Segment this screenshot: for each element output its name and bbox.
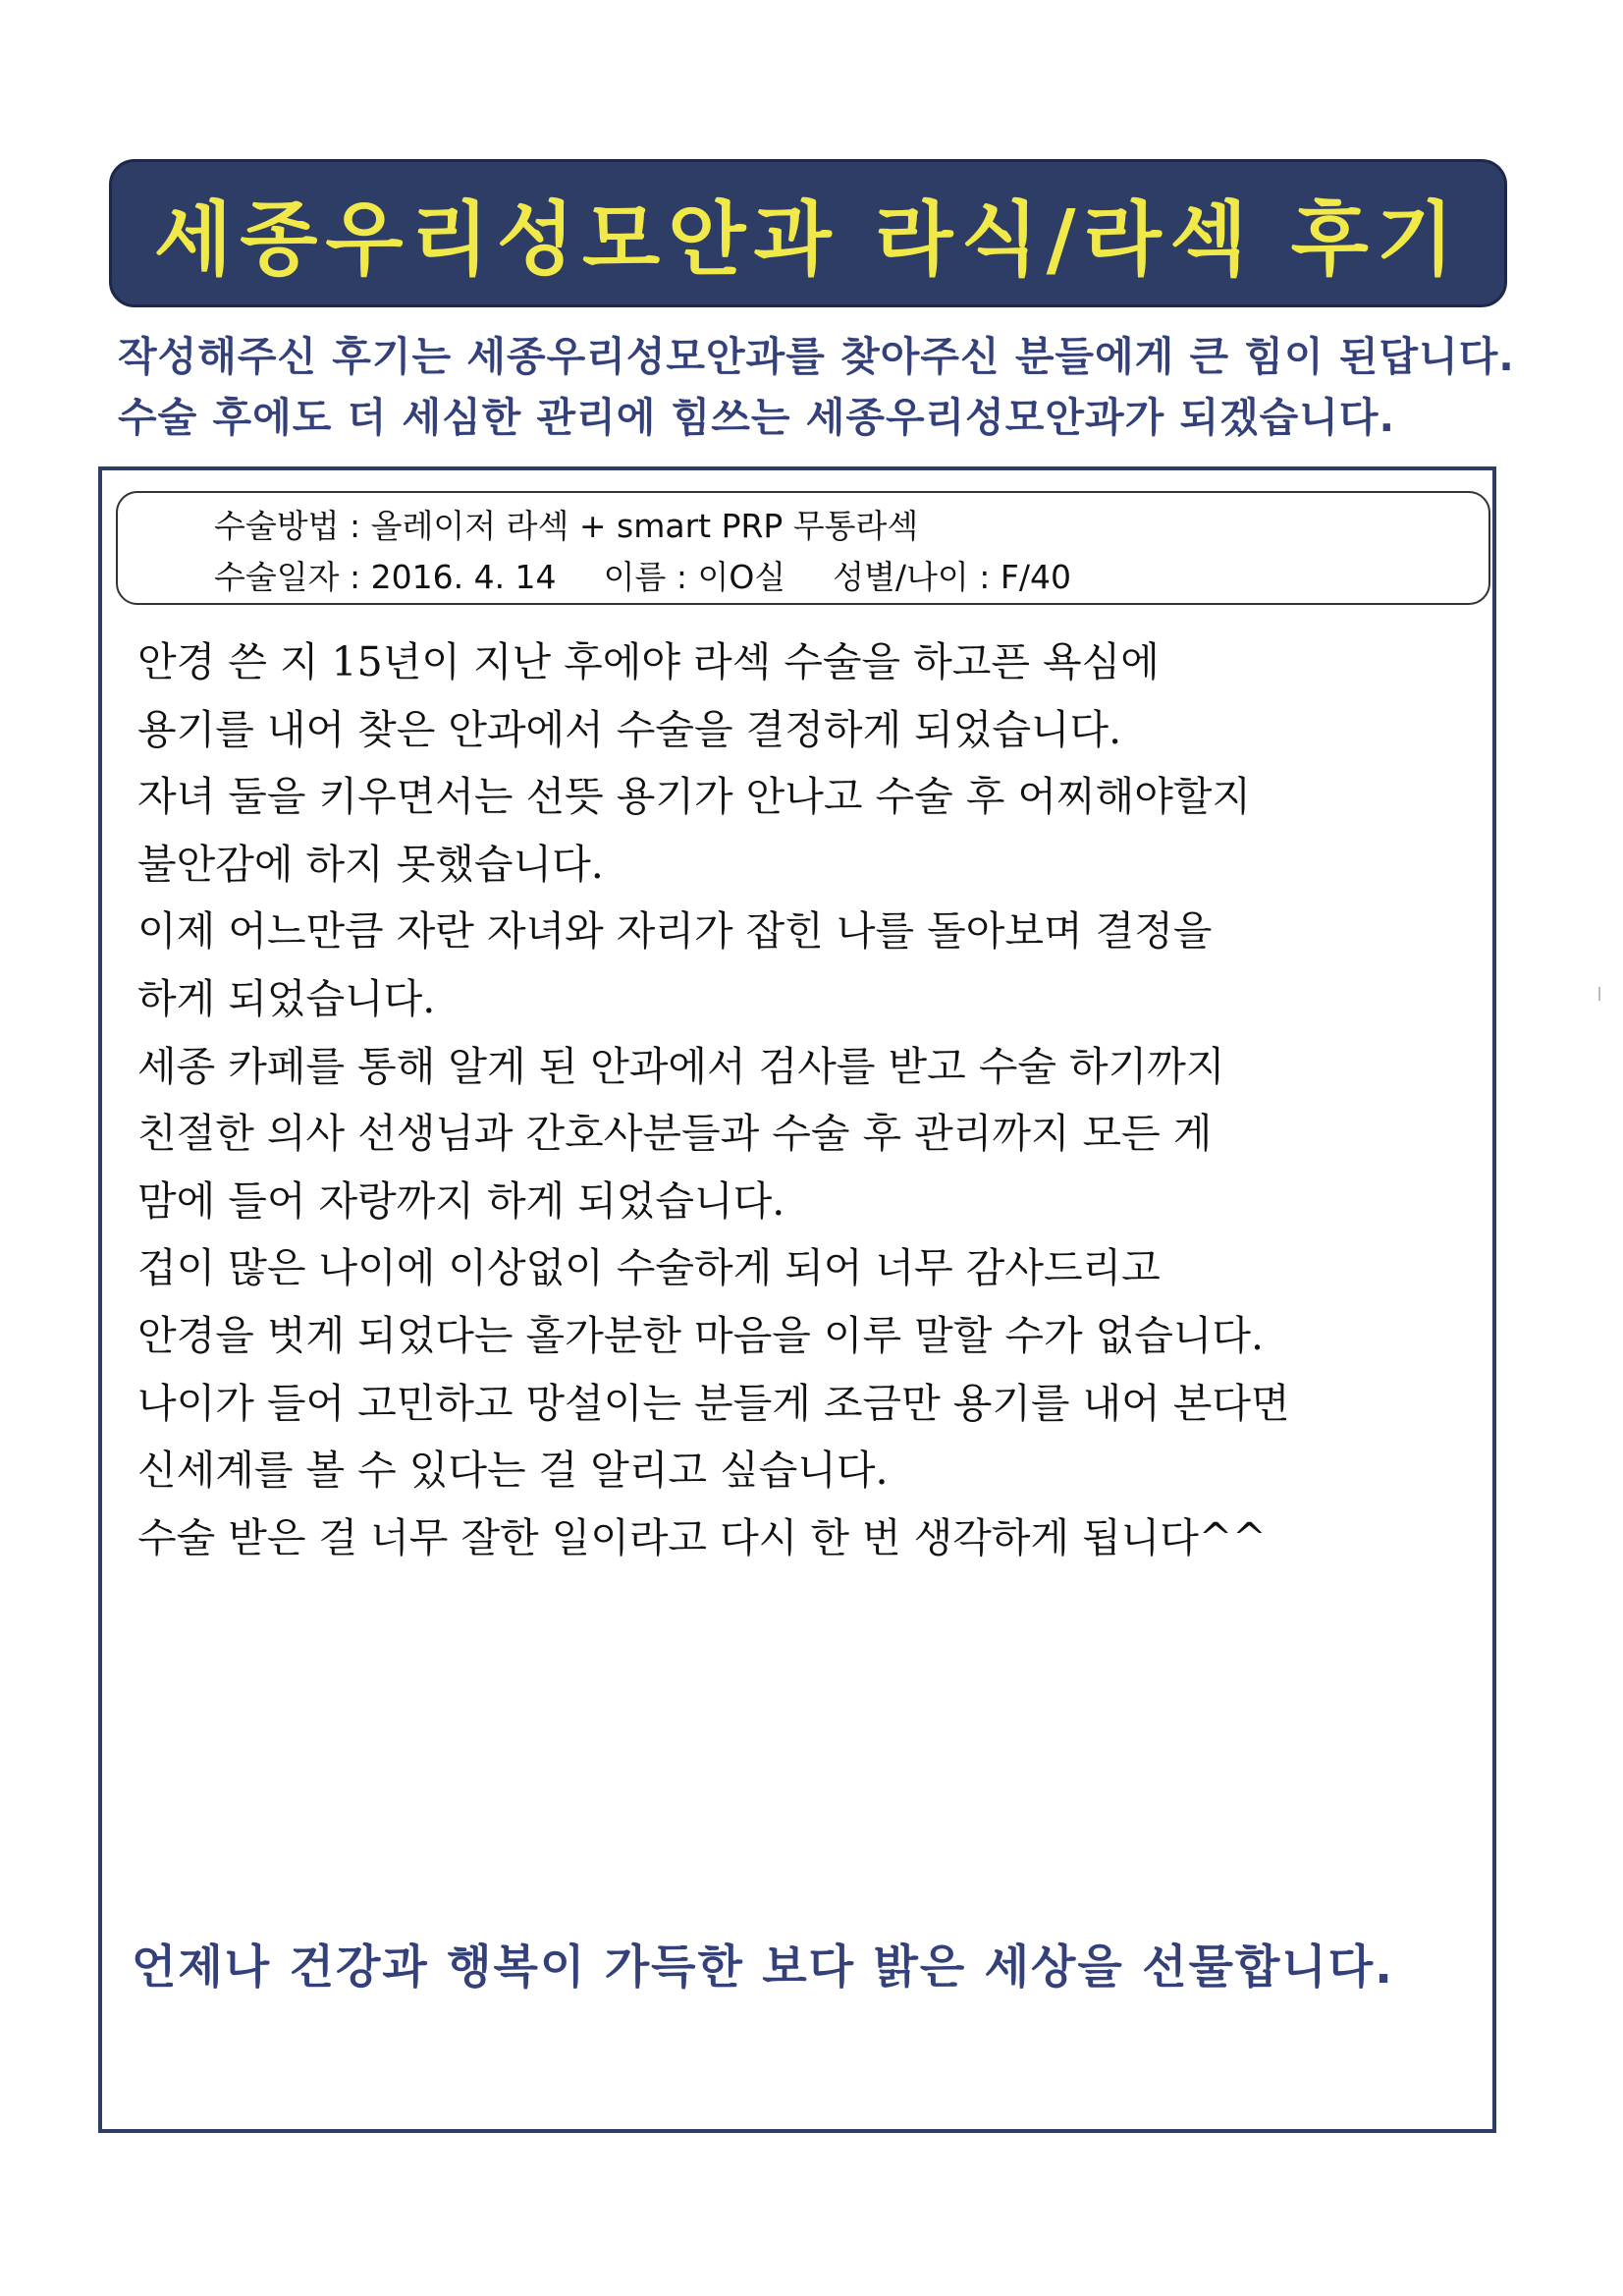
separator: : xyxy=(968,558,1001,596)
intro-line-2: 수술 후에도 더 세심한 관리에 힘쓰는 세종우리성모안과가 되겠습니다. xyxy=(118,394,1396,441)
name-label: 이름 xyxy=(603,558,667,596)
review-line: 수술 받은 걸 너무 잘한 일이라고 다시 한 번 생각하게 됩니다^^ xyxy=(137,1513,1267,1561)
separator: : xyxy=(339,558,371,596)
review-line: 안경을 벗게 되었다는 홀가분한 마음을 이루 말할 수가 없습니다. xyxy=(137,1311,1265,1359)
review-line: 용기를 내어 찾은 안과에서 수술을 결정하게 되었습니다. xyxy=(137,705,1122,753)
review-line: 하게 되었습니다. xyxy=(137,974,436,1022)
separator: : xyxy=(339,507,371,545)
review-line: 나이가 들어 고민하고 망설이는 분들게 조금만 용기를 내어 본다면 xyxy=(137,1379,1290,1427)
review-line: 세종 카페를 통해 알게 된 안과에서 검사를 받고 수술 하기까지 xyxy=(137,1042,1225,1090)
surgery-method-value: 올레이저 라섹 + smart PRP 무통라섹 xyxy=(370,507,919,545)
review-line: 맘에 들어 자랑까지 하게 되었습니다. xyxy=(137,1176,785,1225)
title-banner xyxy=(109,159,1507,307)
footer-slogan: 언제나 건강과 행복이 가득한 보다 밝은 세상을 선물합니다. xyxy=(132,1941,1395,1995)
review-line: 안경 쓴 지 15년이 지난 후에야 라섹 수술을 하고픈 욕심에 xyxy=(137,638,1160,685)
review-line: 친절한 의사 선생님과 간호사분들과 수술 후 관리까지 모든 게 xyxy=(137,1110,1213,1158)
review-line: 불안감에 하지 못했습니다. xyxy=(137,840,604,888)
review-line: 이제 어느만큼 자란 자녀와 자리가 잡힌 나를 돌아보며 결정을 xyxy=(137,907,1213,956)
surgery-date-label: 수술일자 xyxy=(214,558,340,596)
separator: : xyxy=(666,558,698,596)
review-line: 자녀 둘을 키우면서는 선뜻 용기가 안나고 수술 후 어찌해야할지 xyxy=(137,773,1252,821)
review-line: 신세계를 볼 수 있다는 걸 알리고 싶습니다. xyxy=(137,1447,889,1495)
surgery-date-row xyxy=(214,552,1071,598)
scan-mark xyxy=(1598,987,1600,1001)
surgery-method-row xyxy=(214,501,918,547)
gender-age-label: 성별/나이 xyxy=(833,558,969,596)
page-title: 세종우리성모안과 라식/라섹 후기 xyxy=(153,193,1462,287)
surgery-info-box xyxy=(116,491,1490,605)
surgery-date-value: 2016. 4. 14 xyxy=(370,558,557,596)
gender-age-value: F/40 xyxy=(1000,558,1072,596)
surgery-method-label: 수술방법 xyxy=(214,507,340,545)
review-body xyxy=(137,629,1443,1571)
name-value: 이O실 xyxy=(697,558,786,596)
review-line: 겁이 많은 나이에 이상없이 수술하게 되어 너무 감사드리고 xyxy=(137,1244,1161,1292)
intro-line-1: 작성해주신 후기는 세종우리성모안과를 찾아주신 분들에게 큰 힘이 된답니다. xyxy=(118,333,1515,380)
